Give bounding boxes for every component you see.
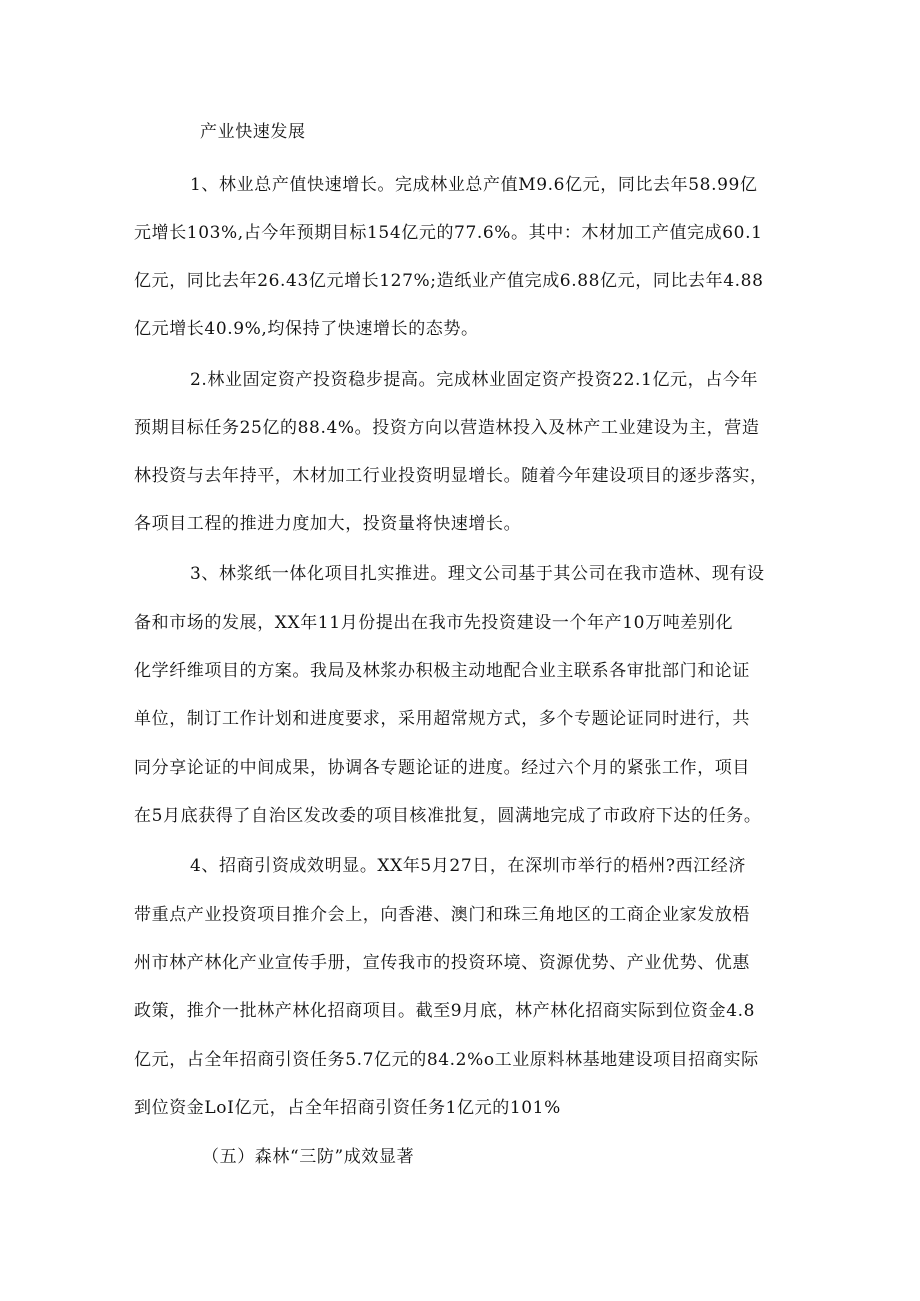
paragraph-4-line-4: 政策，推介一批林产林化招商项目。截至9月底，林产林化招商实际到位资金4.8	[134, 1001, 756, 1021]
paragraph-1-line-4: 亿元增长40.9%,均保持了快速增长的态势。	[134, 319, 479, 339]
paragraph-3-line-2: 备和市场的发展，XX年11月份提出在我市先投资建设一个年产10万吨差别化	[134, 613, 734, 633]
paragraph-2-line-1: 2.林业固定资产投资稳步提高。完成林业固定资产投资22.1亿元，占今年	[190, 370, 759, 390]
paragraph-3-line-6: 在5月底获得了自治区发改委的项目核准批复，圆满地完成了市政府下达的任务。	[134, 806, 762, 826]
paragraph-3-line-5: 同分享论证的中间成果，协调各专题论证的进度。经过六个月的紧张工作，项目	[134, 758, 750, 778]
paragraph-4-line-3: 州市林产林化产业宣传手册，宣传我市的投资环境、资源优势、产业优势、优惠	[134, 953, 750, 973]
paragraph-2-line-3: 林投资与去年持平，木材加工行业投资明显增长。随着今年建设项目的逐步落实，	[134, 466, 768, 486]
section-heading: 产业快速发展	[200, 122, 306, 142]
paragraph-3-line-1: 3、林浆纸一体化项目扎实推进。理文公司基于其公司在我市造林、现有设	[190, 564, 765, 584]
section-heading-forest: （五）森林“三防”成效显著	[202, 1147, 415, 1167]
paragraph-4-line-1: 4、招商引资成效明显。XX年5月27日，在深圳市举行的梧州?西江经济	[190, 856, 746, 876]
paragraph-1-line-2: 元增长103%,占今年预期目标154亿元的77.6%。其中：木材加工产值完成60.1	[134, 223, 763, 243]
paragraph-2-line-4: 各项目工程的推进力度加大，投资量将快速增长。	[134, 514, 522, 534]
paragraph-2-line-2: 预期目标任务25亿的88.4%。投资方向以营造林投入及林产工业建设为主，营造	[134, 418, 760, 438]
paragraph-3-line-4: 单位，制订工作计划和进度要求，采用超常规方式，多个专题论证同时进行，共	[134, 709, 750, 729]
paragraph-1-line-1: 1、林业总产值快速增长。完成林业总产值M9.6亿元，同比去年58.99亿	[190, 175, 758, 195]
paragraph-1-line-3: 亿元，同比去年26.43亿元增长127%;造纸业产值完成6.88亿元，同比去年4.88	[134, 271, 764, 291]
paragraph-4-line-6: 到位资金LoI亿元，占全年招商引资任务1亿元的101%	[134, 1098, 561, 1118]
paragraph-4-line-2: 带重点产业投资项目推介会上，向香港、澳门和珠三角地区的工商企业家发放梧	[134, 905, 750, 925]
paragraph-3-line-3: 化学纤维项目的方案。我局及林浆办积极主动地配合业主联系各审批部门和论证	[134, 661, 750, 681]
paragraph-4-line-5: 亿元，占全年招商引资任务5.7亿元的84.2%o工业原料林基地建设项目招商实际	[134, 1050, 759, 1070]
